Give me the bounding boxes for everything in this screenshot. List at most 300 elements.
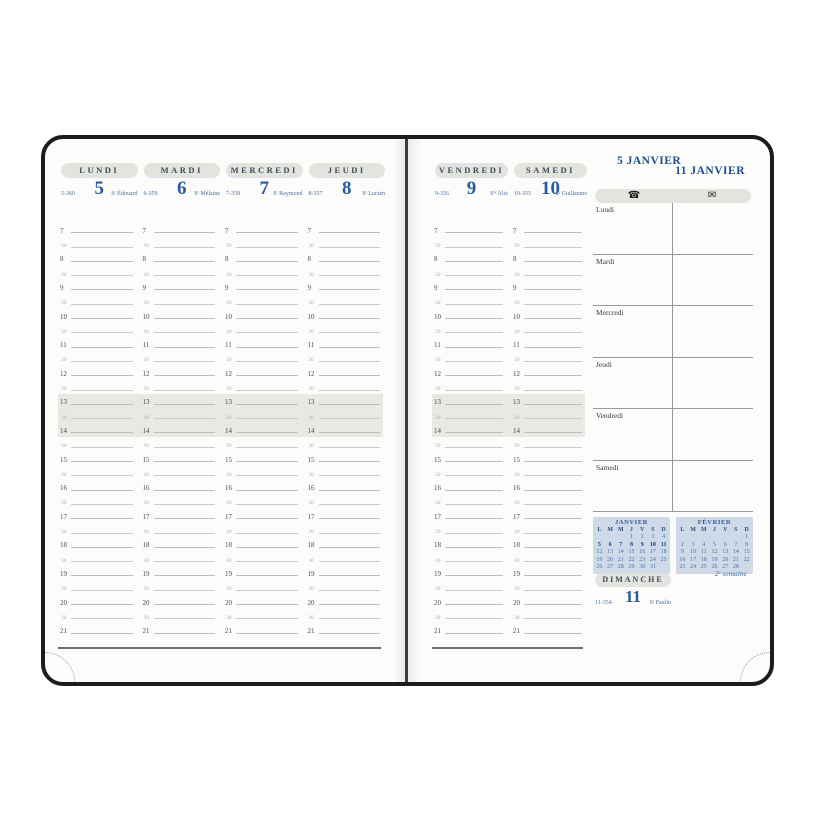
time-column [58, 222, 141, 637]
time-row [306, 379, 389, 393]
time-row [58, 608, 141, 622]
hour-label: 8 [307, 255, 311, 264]
day-saint: Sᵗ Raymond [273, 191, 303, 197]
time-rule-line [71, 490, 133, 491]
time-row [432, 265, 511, 279]
time-row [223, 222, 306, 236]
time-row [141, 365, 224, 379]
time-rule-line [445, 261, 503, 262]
time-row [432, 465, 511, 479]
hour-label: 9 [513, 283, 517, 292]
time-rule-line [524, 418, 582, 419]
time-rule-line [236, 504, 298, 505]
half-hour-label: 30 [226, 386, 232, 393]
weekday-letter: D [744, 527, 749, 533]
time-rule-line [445, 590, 503, 591]
mini-calendar-grid [594, 527, 669, 571]
half-hour-label: 30 [143, 300, 149, 307]
hour-label: 17 [513, 512, 520, 521]
time-row [432, 451, 511, 465]
time-row [306, 351, 389, 365]
book-spine [405, 139, 408, 682]
time-rule-line [524, 289, 582, 290]
time-row [141, 565, 224, 579]
notes-row: Jeudi [593, 358, 753, 410]
time-rule-line [71, 375, 133, 376]
time-rule-line [154, 375, 216, 376]
half-hour-label: 30 [514, 386, 520, 393]
time-row [432, 494, 511, 508]
hour-label: 19 [434, 569, 441, 578]
time-row [223, 608, 306, 622]
time-row [432, 608, 511, 622]
time-row [141, 236, 224, 250]
calendar-day: 7 [734, 541, 738, 548]
time-row [511, 479, 590, 493]
calendar-day: 15 [628, 549, 635, 556]
time-row [58, 365, 141, 379]
time-rule-line [154, 561, 216, 562]
time-rule-line [71, 518, 133, 519]
hour-label: 9 [434, 283, 438, 292]
day-saint: Sᵗ Mélaine [194, 191, 220, 197]
time-rule-line [445, 404, 503, 405]
day-number: 8 [342, 178, 352, 199]
time-rule-line [154, 404, 216, 405]
calendar-day: 23 [679, 564, 686, 571]
time-row [58, 293, 141, 307]
half-hour-label: 30 [308, 271, 314, 278]
weekday-letter: D [661, 527, 666, 533]
phone-icon: ☎ [627, 190, 641, 201]
time-rule-line [236, 418, 298, 419]
time-rule-line [524, 332, 582, 333]
half-hour-label: 30 [308, 386, 314, 393]
time-row [432, 379, 511, 393]
time-row [511, 236, 590, 250]
hour-label: 19 [513, 569, 520, 578]
half-hour-label: 30 [435, 300, 441, 307]
time-rule-line [524, 261, 582, 262]
hour-label: 8 [225, 255, 229, 264]
time-rule-line [445, 332, 503, 333]
time-rule-line [154, 418, 216, 419]
time-row [58, 408, 141, 422]
time-rule-line [236, 590, 298, 591]
time-row [58, 251, 141, 265]
half-hour-label: 30 [514, 271, 520, 278]
time-row [432, 251, 511, 265]
time-rule-line [524, 361, 582, 362]
time-rule-line [319, 447, 381, 448]
time-rule-line [154, 390, 216, 391]
time-row [223, 351, 306, 365]
time-row [223, 251, 306, 265]
time-rule-line [524, 447, 582, 448]
time-rule-line [319, 547, 381, 548]
calendar-day: 11 [660, 541, 667, 548]
time-rule-line [71, 561, 133, 562]
time-rule-line [154, 504, 216, 505]
hour-label: 16 [60, 484, 67, 493]
time-row [58, 622, 141, 636]
time-row [223, 236, 306, 250]
time-row [511, 594, 590, 608]
day-number: 6 [177, 178, 187, 199]
hour-label: 12 [225, 369, 232, 378]
half-hour-label: 30 [143, 500, 149, 507]
calendar-day: 3 [691, 541, 695, 548]
calendar-day: 19 [596, 556, 603, 563]
hour-label: 14 [142, 426, 150, 435]
time-row [511, 579, 590, 593]
time-rule-line [236, 561, 298, 562]
time-column [223, 222, 306, 637]
half-hour-label: 30 [435, 529, 441, 536]
time-rule-line [154, 604, 216, 605]
time-rule-line [154, 518, 216, 519]
time-rule-line [154, 247, 216, 248]
time-rule-line [236, 261, 298, 262]
time-rule-line [154, 475, 216, 476]
time-row [511, 608, 590, 622]
time-row [511, 365, 590, 379]
time-rule-line [236, 247, 298, 248]
time-rule-line [445, 447, 503, 448]
time-row [141, 479, 224, 493]
hour-label: 20 [142, 598, 150, 607]
time-rule-line [524, 561, 582, 562]
calendar-day [709, 534, 720, 541]
hour-label: 13 [434, 398, 441, 407]
time-row [306, 308, 389, 322]
time-row [223, 565, 306, 579]
time-rule-line [236, 518, 298, 519]
hour-label: 18 [434, 541, 441, 550]
time-row [511, 265, 590, 279]
time-rule-line [319, 490, 381, 491]
time-row [432, 522, 511, 536]
time-row [432, 622, 511, 636]
calendar-day: 4 [662, 534, 666, 541]
time-row [58, 379, 141, 393]
calendar-day: 16 [639, 549, 646, 556]
calendar-day: 22 [628, 556, 635, 563]
time-rule-line [71, 390, 133, 391]
time-row [58, 436, 141, 450]
day-name-pill: MARDI [144, 163, 221, 178]
time-row [432, 236, 511, 250]
time-rule-line [445, 533, 503, 534]
mini-calendar-title: JANVIER [614, 519, 649, 526]
mini-calendar-grid [677, 527, 752, 571]
time-rule-line [319, 304, 381, 305]
time-row [141, 494, 224, 508]
time-rule-line [236, 404, 298, 405]
time-rule-line [154, 533, 216, 534]
mini-calendars [593, 517, 753, 574]
notes-row: Samedi [593, 461, 753, 513]
time-row [306, 608, 389, 622]
hour-label: 15 [307, 455, 315, 464]
time-row [58, 322, 141, 336]
time-row [306, 565, 389, 579]
half-hour-label: 30 [61, 529, 67, 536]
time-row [141, 508, 224, 522]
time-row [141, 579, 224, 593]
hour-label: 7 [225, 226, 229, 235]
calendar-day: 6 [723, 541, 727, 548]
time-row [306, 594, 389, 608]
day-ordinal: 7-358 [226, 191, 240, 197]
time-rule-line [524, 275, 582, 276]
hour-label: 18 [307, 541, 315, 550]
half-hour-label: 30 [308, 586, 314, 593]
half-hour-label: 30 [308, 471, 314, 478]
time-row [141, 251, 224, 265]
time-rule-line [236, 275, 298, 276]
time-rule-line [236, 304, 298, 305]
time-rule-line [319, 533, 381, 534]
hour-label: 7 [434, 226, 438, 235]
time-row [58, 479, 141, 493]
hour-label: 12 [60, 369, 67, 378]
time-rule-line [524, 475, 582, 476]
time-rule-line [319, 318, 381, 319]
time-row [141, 408, 224, 422]
calendar-day: 25 [700, 564, 707, 571]
time-row [306, 251, 389, 265]
half-hour-label: 30 [435, 328, 441, 335]
time-row [141, 594, 224, 608]
calendar-day: 2 [680, 541, 684, 548]
calendar-day [720, 534, 731, 541]
half-hour-label: 30 [435, 271, 441, 278]
hour-label: 14 [225, 426, 232, 435]
time-rule-line [71, 275, 133, 276]
sunday-number: 11 [624, 587, 642, 606]
time-row [141, 422, 224, 436]
half-hour-label: 30 [514, 500, 520, 507]
time-row [306, 279, 389, 293]
half-hour-label: 30 [308, 414, 314, 421]
calendar-day [677, 534, 688, 541]
hour-label: 15 [434, 455, 441, 464]
half-hour-label: 30 [308, 529, 314, 536]
time-row [58, 236, 141, 250]
time-rule-line [154, 347, 216, 348]
time-rule-line [71, 347, 133, 348]
hour-label: 13 [225, 398, 232, 407]
time-rule-line [71, 289, 133, 290]
time-row [58, 351, 141, 365]
notes-row: Mercredi [593, 306, 753, 358]
time-row [306, 293, 389, 307]
half-hour-label: 30 [514, 300, 520, 307]
notes-column-divider [672, 203, 673, 512]
time-rule-line [71, 332, 133, 333]
time-rule-line [236, 547, 298, 548]
time-row [511, 394, 590, 408]
time-column [306, 222, 389, 637]
time-row [511, 537, 590, 551]
day-name-pill: SAMEDI [514, 163, 587, 178]
time-rule-line [524, 404, 582, 405]
time-row [306, 522, 389, 536]
weekday-letter: V [640, 527, 645, 533]
week-overview-sidebar [593, 155, 753, 675]
time-row [141, 522, 224, 536]
time-row [511, 508, 590, 522]
spine-shadow-right [408, 139, 422, 682]
time-rule-line [236, 375, 298, 376]
calendar-day: 8 [745, 541, 749, 548]
calendar-day: 13 [722, 549, 729, 556]
time-rule-line [445, 518, 503, 519]
calendar-day: 24 [649, 556, 656, 563]
time-row [432, 322, 511, 336]
calendar-day: 4 [702, 541, 706, 548]
time-rule-line [71, 232, 133, 233]
hour-label: 12 [513, 369, 520, 378]
hour-label: 11 [225, 341, 232, 350]
day-ordinal: 5-360 [61, 191, 75, 197]
hour-label: 10 [513, 312, 520, 321]
time-rule-line [319, 518, 381, 519]
time-rule-line [319, 332, 381, 333]
half-hour-label: 30 [61, 300, 67, 307]
time-rule-line [236, 432, 298, 433]
time-rule-line [154, 332, 216, 333]
time-row [223, 422, 306, 436]
calendar-day [605, 534, 616, 541]
time-rule-line [154, 618, 216, 619]
time-row [223, 451, 306, 465]
calendar-day [698, 534, 709, 541]
calendar-day: 3 [651, 534, 655, 541]
hour-label: 20 [225, 598, 232, 607]
half-hour-label: 30 [143, 357, 149, 364]
day-name-pill: JEUDI [309, 163, 386, 178]
weekday-letter: L [597, 527, 602, 533]
calendar-day: 14 [617, 549, 624, 556]
time-row [141, 336, 224, 350]
weekday-letter: L [680, 527, 685, 533]
hour-label: 15 [142, 455, 150, 464]
hour-label: 10 [434, 312, 441, 321]
calendar-day [615, 534, 626, 541]
time-row [306, 322, 389, 336]
time-row [141, 622, 224, 636]
notes-row: Vendredi [593, 409, 753, 461]
time-rule-line [524, 547, 582, 548]
half-hour-label: 30 [435, 614, 441, 621]
time-rule-line [71, 604, 133, 605]
time-rule-line [319, 561, 381, 562]
time-rule-line [71, 261, 133, 262]
time-row [58, 265, 141, 279]
half-hour-label: 30 [61, 357, 67, 364]
calendar-day: 17 [690, 556, 697, 563]
day-ordinal: 6-359 [143, 191, 158, 197]
day-ordinal: 9-356 [435, 191, 449, 197]
half-hour-label: 30 [514, 443, 520, 450]
hour-label: 16 [225, 484, 232, 493]
hour-label: 12 [434, 369, 441, 378]
time-rule-line [445, 347, 503, 348]
time-row [141, 451, 224, 465]
time-row [432, 365, 511, 379]
weekday-letter: S [734, 527, 738, 533]
weekday-letter: V [723, 527, 728, 533]
half-hour-label: 30 [308, 328, 314, 335]
time-rule-line [71, 590, 133, 591]
time-row [511, 622, 590, 636]
time-rule-line [71, 618, 133, 619]
time-rule-line [236, 475, 298, 476]
calendar-day: 26 [596, 564, 603, 571]
half-hour-label: 30 [143, 443, 149, 450]
hour-label: 17 [60, 512, 67, 521]
half-hour-label: 30 [226, 271, 232, 278]
time-row [511, 436, 590, 450]
time-rule-line [154, 633, 216, 634]
time-row [141, 551, 224, 565]
time-row [141, 279, 224, 293]
time-row [432, 222, 511, 236]
time-rule-line [319, 475, 381, 476]
sunday-block [595, 573, 671, 606]
time-rule-line [524, 304, 582, 305]
hour-label: 9 [307, 283, 311, 292]
hour-label: 15 [60, 455, 67, 464]
day-saint: Sᵗ Édouard [111, 191, 138, 197]
time-rule-line [445, 418, 503, 419]
time-row [306, 508, 389, 522]
calendar-day: 12 [711, 549, 718, 556]
half-hour-label: 30 [226, 529, 232, 536]
hour-label: 12 [307, 369, 315, 378]
calendar-day: 12 [596, 549, 603, 556]
time-row [141, 222, 224, 236]
hour-label: 10 [142, 312, 150, 321]
time-rule-line [524, 575, 582, 576]
time-row [432, 508, 511, 522]
time-row [432, 336, 511, 350]
time-rule-line [154, 575, 216, 576]
time-rule-line [445, 618, 503, 619]
half-hour-label: 30 [514, 357, 520, 364]
spine-shadow-left [393, 139, 405, 682]
hour-label: 13 [60, 398, 67, 407]
time-rule-line [71, 247, 133, 248]
time-rule-line [154, 590, 216, 591]
hour-label: 11 [307, 341, 315, 350]
hour-label: 8 [142, 255, 146, 264]
mini-calendar [676, 517, 753, 574]
time-rule-line [319, 461, 381, 462]
grid-bottom-rule [432, 647, 583, 649]
time-rule-line [236, 289, 298, 290]
time-row [141, 308, 224, 322]
half-hour-label: 30 [143, 243, 149, 250]
calendar-day: 9 [640, 541, 644, 548]
calendar-day: 10 [649, 541, 656, 548]
time-row [58, 565, 141, 579]
calendar-day: 16 [679, 556, 686, 563]
time-row [58, 451, 141, 465]
calendar-day: 23 [639, 556, 646, 563]
